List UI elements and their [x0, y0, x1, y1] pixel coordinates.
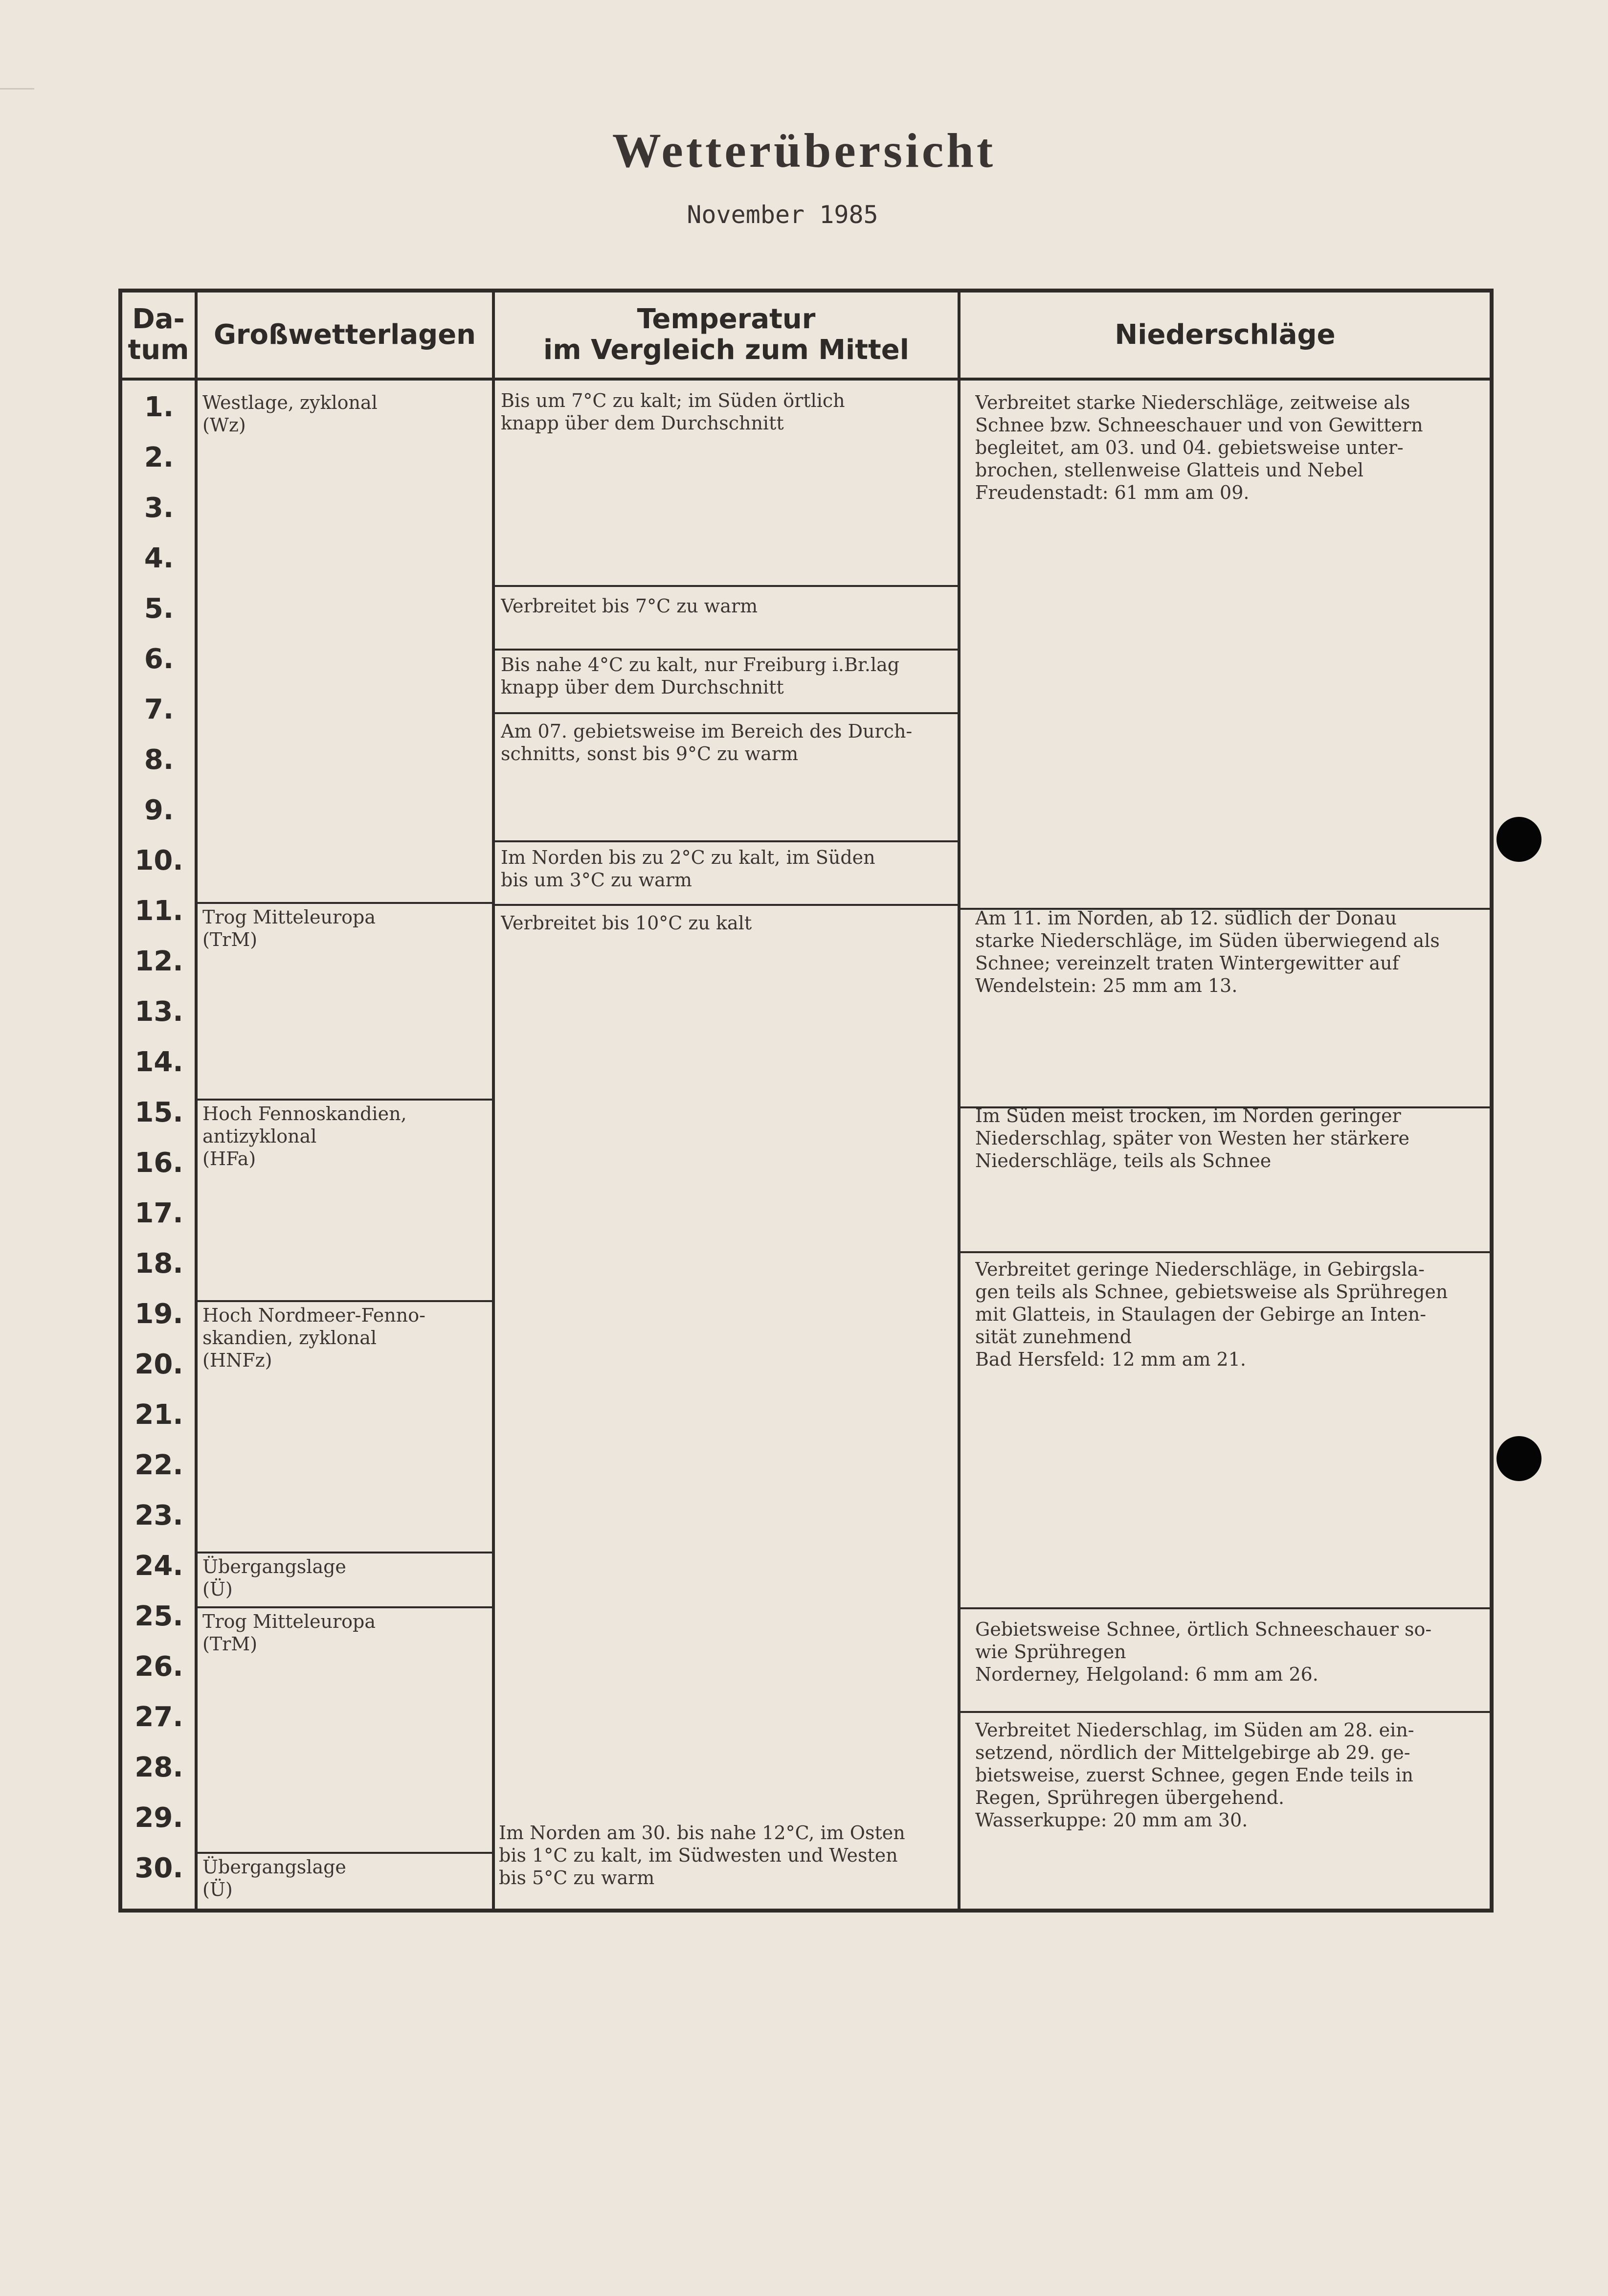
gwl-divider	[198, 902, 492, 904]
gwl-divider	[198, 1552, 492, 1553]
day-number: 26.	[134, 1651, 183, 1683]
gwl-divider	[198, 1606, 492, 1608]
day-number: 18.	[134, 1248, 183, 1280]
col-header-temperatur: Temperatur im Vergleich zum Mittel	[543, 303, 909, 366]
day-number: 2.	[144, 442, 174, 473]
precip-cell: Verbreitet Niederschlag, im Süden am 28. ein- setzend, nördlich der Mittelgebirge ab 29. ge- bietsweise, zuerst Schnee, gegen Ende teils in Regen, Sprühregen übergehend. Wasserkuppe: 20 mm am 30.	[975, 1719, 1414, 1831]
col-divider-3	[958, 289, 960, 1913]
temp-cell: Im Norden bis zu 2°C zu kalt, im Süden bis um 3°C zu warm	[501, 847, 875, 891]
day-number: 11.	[134, 895, 183, 927]
temp-divider	[495, 712, 958, 714]
punch-hole	[1496, 1436, 1541, 1481]
day-number: 23.	[134, 1500, 183, 1531]
col-divider-2	[492, 289, 495, 1913]
gwl-cell: Übergangslage (Ü)	[202, 1556, 346, 1600]
temp-cell: Bis nahe 4°C zu kalt, nur Freiburg i.Br.lag knapp über dem Durchschnitt	[501, 654, 900, 698]
day-number: 4.	[144, 542, 174, 574]
day-number: 29.	[134, 1802, 183, 1834]
day-number: 30.	[134, 1852, 183, 1884]
gwl-cell: Hoch Nordmeer-Fenno- skandien, zyklonal (HNFz)	[202, 1305, 425, 1371]
precip-cell: Im Süden meist trocken, im Norden geringer Niederschlag, später von Westen her stärkere Niederschläge, teils als Schnee	[975, 1105, 1410, 1171]
day-number: 21.	[134, 1399, 183, 1431]
gwl-cell: Trog Mitteleuropa (TrM)	[202, 906, 376, 950]
day-number: 19.	[134, 1298, 183, 1330]
temp-divider	[495, 904, 958, 906]
temp-divider	[495, 585, 958, 587]
precip-divider	[960, 1711, 1490, 1713]
day-number: 8.	[144, 744, 174, 776]
gwl-divider	[198, 1852, 492, 1854]
day-number: 25.	[134, 1600, 183, 1632]
day-number: 12.	[134, 945, 183, 977]
temp-cell: Im Norden am 30. bis nahe 12°C, im Osten bis 1°C zu kalt, im Südwesten und Westen bis 5°C zu warm	[499, 1822, 905, 1889]
day-number: 7.	[144, 694, 174, 725]
day-number: 10.	[134, 845, 183, 877]
day-number: 13.	[134, 996, 183, 1028]
col-header-datum: Da- tum	[128, 303, 189, 366]
day-number: 14.	[134, 1046, 183, 1078]
temp-divider	[495, 649, 958, 651]
header-divider	[118, 378, 1494, 381]
day-number: 9.	[144, 794, 174, 826]
day-number: 15.	[134, 1097, 183, 1128]
day-number: 27.	[134, 1701, 183, 1733]
precip-cell: Verbreitet geringe Niederschläge, in Gebirgsla- gen teils als Schnee, gebietsweise als Sprühregen mit Glatteis, in Staulagen der Gebirge an Inten- sität zunehmend Bad Hersfeld: 12 mm am 21.	[975, 1259, 1448, 1370]
precip-cell: Verbreitet starke Niederschläge, zeitweise als Schnee bzw. Schneeschauer und von Gewittern begleitet, am 03. und 04. gebietsweise unter- brochen, stellenweise Glatteis und Nebel Freudenstadt: 61 mm am 09.	[975, 392, 1423, 503]
day-number: 17.	[134, 1197, 183, 1229]
day-number: 28.	[134, 1752, 183, 1783]
gwl-cell: Westlage, zyklonal (Wz)	[202, 392, 378, 436]
col-header-grosswetterlagen: Großwetterlagen	[213, 318, 476, 351]
precip-divider	[960, 1251, 1490, 1253]
gwl-divider	[198, 1099, 492, 1101]
temp-cell: Bis um 7°C zu kalt; im Süden örtlich knapp über dem Durchschnitt	[501, 390, 845, 434]
temp-cell: Verbreitet bis 10°C zu kalt	[501, 912, 752, 934]
temp-cell: Am 07. gebietsweise im Bereich des Durch- schnitts, sonst bis 9°C zu warm	[501, 720, 913, 765]
temp-divider	[495, 840, 958, 842]
page-subtitle: November 1985	[687, 201, 878, 229]
page-title: Wetterübersicht	[612, 123, 996, 178]
day-number: 22.	[134, 1449, 183, 1481]
temp-cell: Verbreitet bis 7°C zu warm	[501, 595, 758, 617]
col-header-niederschlaege: Niederschläge	[1115, 318, 1336, 351]
gwl-cell: Übergangslage (Ü)	[202, 1856, 346, 1900]
day-number: 24.	[134, 1550, 183, 1582]
gwl-cell: Trog Mitteleuropa (TrM)	[202, 1611, 376, 1655]
precip-divider	[960, 1607, 1490, 1609]
gwl-divider	[198, 1300, 492, 1302]
day-number: 6.	[144, 643, 174, 675]
day-number: 20.	[134, 1349, 183, 1380]
precip-cell: Am 11. im Norden, ab 12. südlich der Donau starke Niederschläge, im Süden überwiegend als Schnee; vereinzelt traten Wintergewitter auf Wendelstein: 25 mm am 13.	[975, 907, 1440, 996]
day-number: 1.	[144, 391, 174, 423]
gwl-cell: Hoch Fennoskandien, antizyklonal (HFa)	[202, 1103, 407, 1170]
day-number: 16.	[134, 1147, 183, 1179]
day-number: 3.	[144, 492, 174, 524]
day-number: 5.	[144, 593, 174, 625]
precip-cell: Gebietsweise Schnee, örtlich Schneeschauer so- wie Sprühregen Norderney, Helgoland: 6 mm am 26.	[975, 1619, 1432, 1685]
punch-hole	[1496, 817, 1541, 862]
